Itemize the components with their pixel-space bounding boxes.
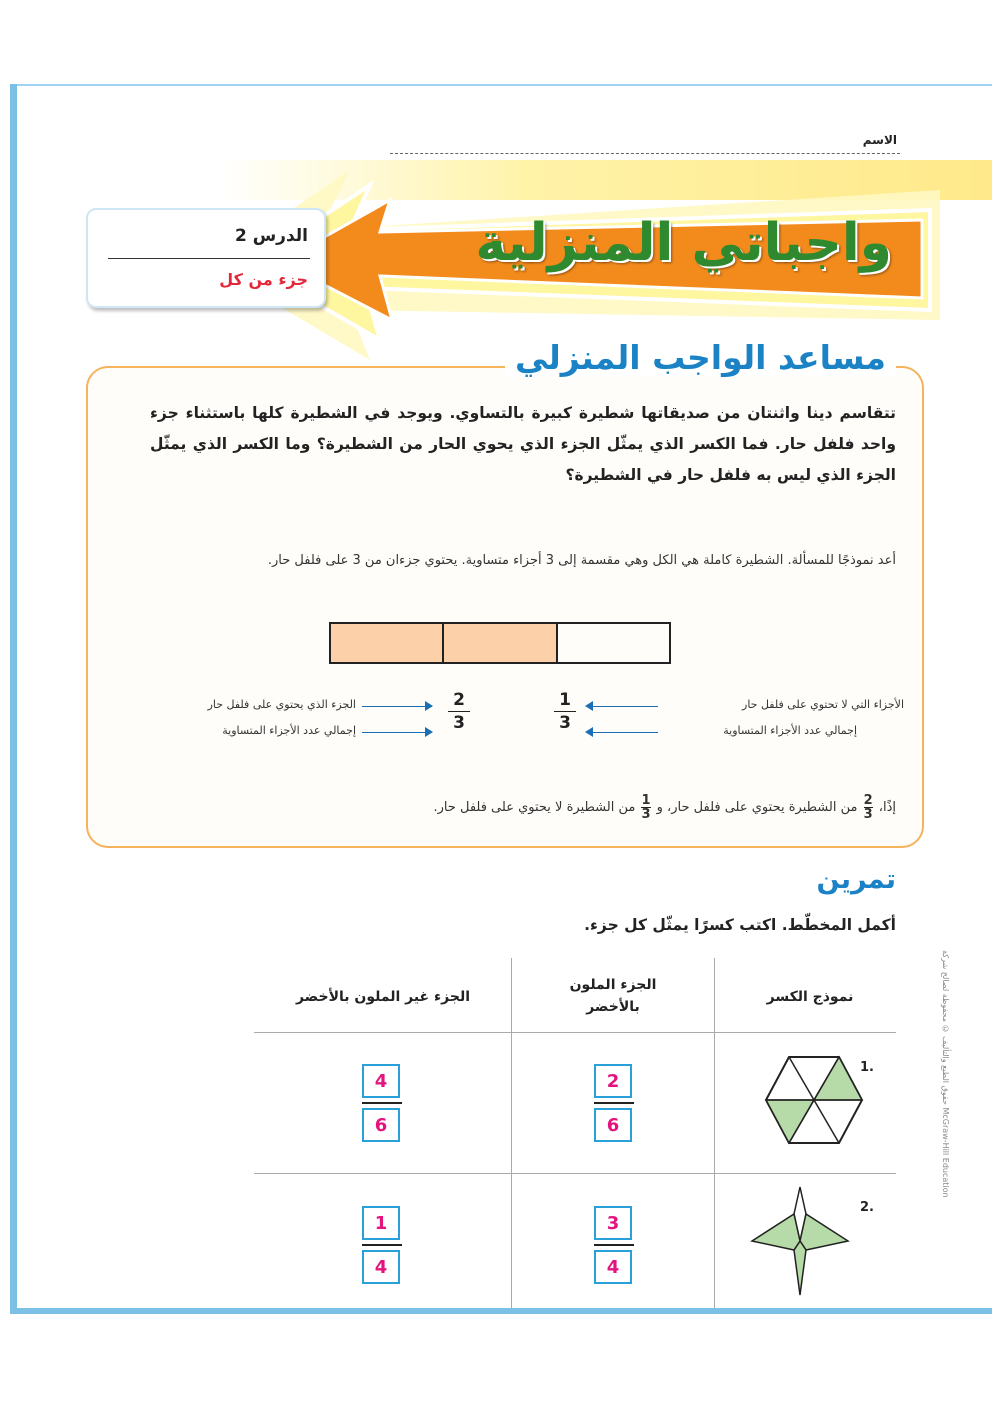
answer-fraction-shaded — [594, 1064, 634, 1142]
header-shaded-part: الجزء الملون بالأخضر — [569, 977, 657, 1015]
label-hot-part: الجزء الذي يحتوي على فلفل حار — [207, 698, 356, 711]
table-divider — [511, 958, 512, 1308]
page-border-bottom — [10, 1308, 992, 1314]
answer-fraction-unshaded — [362, 1064, 402, 1142]
conclusion-part: من الشطيرة لا يحتوي على فلفل حار. — [433, 800, 636, 815]
numerator-box[interactable]: 4 — [362, 1064, 400, 1098]
arrow-line — [590, 732, 658, 733]
lesson-divider — [108, 258, 310, 259]
fraction-numerator: 2 — [453, 690, 465, 710]
header-fraction-model: نموذج الكسر — [766, 989, 854, 1005]
numerator-box[interactable]: 1 — [362, 1206, 400, 1240]
problem-text: تتقاسم دينا واثنتان من صديقاتها شطيرة كبيرة بالتساوي. ويوجد في الشطيرة كلها باستثناء جزء واحد فلفل حار. فما الكسر الذي يمثّل الجزء الذي يحوي الحار من الشطيرة؟ وما الكسر الذي يمثّل الجزء الذي ليس به فلفل حار في الشطيرة؟ — [150, 404, 896, 484]
page-border-left — [10, 84, 17, 1314]
name-field-line[interactable] — [390, 153, 900, 154]
arrow-line — [590, 706, 658, 707]
numerator-box[interactable]: 2 — [594, 1064, 632, 1098]
label-total-parts: إجمالي عدد الأجزاء المتساوية — [723, 724, 857, 737]
page-border-top — [17, 84, 992, 86]
inline-fraction: $\frac{2}{3}$ — [863, 793, 873, 822]
conclusion-text — [150, 794, 896, 821]
denominator-box[interactable]: 4 — [362, 1250, 400, 1284]
conclusion-part: إذًا، — [878, 800, 896, 815]
explanation-text: أعد نموذجًا للمسألة. الشطيرة كاملة هي الكل وهي مقسمة إلى 3 أجزاء متساوية. يحتوي جزءان من 3 على فلفل حار. — [267, 553, 896, 568]
model-part — [556, 624, 669, 662]
lesson-topic: جزء من كل — [219, 270, 308, 289]
label-not-hot-parts: الأجزاء التي لا تحتوي على فلفل حار — [742, 698, 904, 711]
fraction-one-third — [554, 690, 576, 733]
label-total-parts: إجمالي عدد الأجزاء المتساوية — [222, 724, 356, 737]
copyright-note: حقوق الطبع والتأليف © محفوظة لصالح شركة McGraw-Hill Education — [941, 950, 950, 1198]
arrow-line — [362, 732, 432, 733]
sandwich-fraction-model — [329, 622, 671, 664]
header-unshaded-part: الجزء غير الملون بالأخضر — [295, 989, 471, 1005]
fraction-denominator: 3 — [559, 713, 571, 733]
practice-title: تمرين — [816, 864, 896, 895]
practice-instruction: أكمل المخطّط. اكتب كسرًا يمثّل كل جزء. — [584, 916, 896, 934]
fraction-denominator: 3 — [453, 713, 465, 733]
fraction-two-thirds — [448, 690, 470, 733]
denominator-box[interactable]: 6 — [594, 1108, 632, 1142]
answer-fraction-unshaded — [362, 1206, 402, 1284]
numerator-box[interactable]: 3 — [594, 1206, 632, 1240]
lesson-card — [86, 208, 326, 308]
model-part — [442, 624, 555, 662]
table-divider — [254, 1032, 896, 1033]
arrow-head-icon — [425, 727, 433, 737]
answer-fraction-shaded — [594, 1206, 634, 1284]
conclusion-part: من الشطيرة يحتوي على فلفل حار، و — [656, 800, 858, 815]
arrow-line — [362, 706, 432, 707]
inline-fraction: $\frac{1}{3}$ — [641, 793, 651, 822]
hexagon-fraction-model — [764, 1054, 864, 1146]
model-part — [331, 624, 442, 662]
star-fraction-model — [750, 1184, 850, 1298]
table-divider — [714, 958, 715, 1308]
arrow-head-icon — [425, 701, 433, 711]
lesson-number: الدرس 2 — [234, 226, 308, 246]
table-divider — [254, 1173, 896, 1174]
denominator-box[interactable]: 4 — [594, 1250, 632, 1284]
fraction-numerator: 1 — [559, 690, 571, 710]
name-label: الاسم — [862, 133, 897, 147]
row-number: 1. — [860, 1060, 874, 1075]
banner-title: واجباتي المنزلية — [475, 213, 892, 273]
denominator-box[interactable]: 6 — [362, 1108, 400, 1142]
helper-title: مساعد الواجب المنزلي — [505, 338, 896, 377]
row-number: 2. — [860, 1200, 874, 1215]
